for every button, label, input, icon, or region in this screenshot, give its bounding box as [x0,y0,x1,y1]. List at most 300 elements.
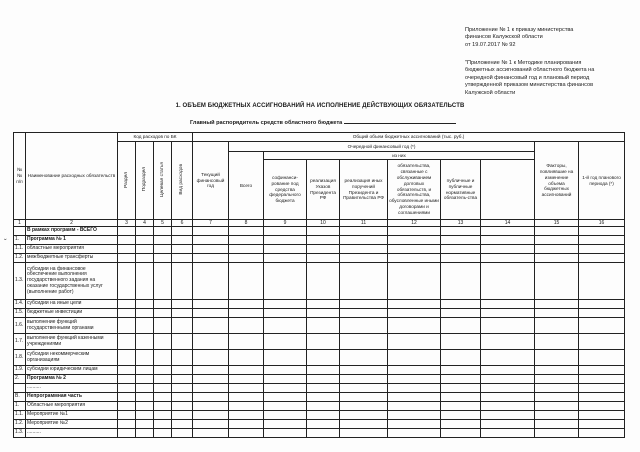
value-cell [441,334,481,350]
value-cell [136,236,154,245]
table-body [14,220,625,438]
table-row [14,236,625,245]
value-cell [340,318,388,334]
value-cell [340,300,388,309]
value-cell [136,411,154,420]
value-cell [535,318,579,334]
value-cell [229,402,264,411]
value-cell [441,402,481,411]
value-cell [136,366,154,375]
value-cell [535,366,579,375]
value-cell [340,227,388,236]
value-cell [118,263,136,300]
value-cell [481,300,535,309]
column-number: 13 [441,220,481,227]
column-number: 11 [340,220,388,227]
table-row [14,402,625,411]
value-cell [307,334,340,350]
value-cell [118,350,136,366]
appendix-1-line: от 19.07.2017 № 92 [465,41,516,48]
value-cell [264,429,307,438]
row-name: выполнение функций государственными органами [26,318,118,334]
value-cell [229,420,264,429]
value-cell [136,263,154,300]
value-cell [118,375,136,384]
appendix-1-line: Приложение № 1 к приказу министерства [465,27,574,33]
value-cell [118,411,136,420]
header-cofinancing: софинанси-рование под средства федерального бюджета [264,160,307,220]
value-cell [579,254,625,263]
appendix-2-line: очередной финансовый год и плановый период [465,74,590,81]
row-name: Областные мероприятия [26,402,118,411]
value-cell [388,263,441,300]
value-cell [264,245,307,254]
value-cell [172,309,193,318]
header-obligation-name: Наименование расходных обязательств [26,133,118,220]
value-cell [535,393,579,402]
value-cell [579,227,625,236]
value-cell [118,393,136,402]
value-cell [154,227,172,236]
value-cell [307,384,340,393]
value-cell [172,411,193,420]
value-cell [172,300,193,309]
value-cell [118,429,136,438]
column-number: 16 [579,220,625,227]
column-number: 5 [154,220,172,227]
value-cell [340,245,388,254]
column-number: 7 [193,220,229,227]
column-number: 8 [229,220,264,227]
value-cell [388,429,441,438]
row-name: межбюджетные трансферты [26,254,118,263]
header-public-normative: публичные и публичные нормативные обязатель-ства [441,160,481,220]
row-number [14,384,26,393]
value-cell [579,375,625,384]
row-name: выполнение функций казенными учреждениями [26,334,118,350]
value-cell [388,375,441,384]
value-cell [340,375,388,384]
value-cell [481,366,535,375]
value-cell [340,254,388,263]
row-name: Мероприятие №1 [26,411,118,420]
value-cell [579,411,625,420]
value-cell [229,375,264,384]
value-cell [307,245,340,254]
value-cell [579,384,625,393]
header-total: Всего [229,152,264,220]
appendix-2-header [465,60,635,97]
row-name: субсидии некоммерческим организациям [26,350,118,366]
value-cell [136,402,154,411]
value-cell [154,334,172,350]
value-cell [307,318,340,334]
value-cell [307,411,340,420]
table-row [14,420,625,429]
column-number: 10 [307,220,340,227]
value-cell [579,334,625,350]
value-cell [172,350,193,366]
value-cell [481,402,535,411]
value-cell [154,236,172,245]
value-cell [388,318,441,334]
row-number: 2. [14,375,26,384]
value-cell [193,384,229,393]
value-cell [154,254,172,263]
value-cell [388,254,441,263]
value-cell [388,393,441,402]
value-cell [535,227,579,236]
value-cell [229,366,264,375]
value-cell [441,245,481,254]
value-cell [579,300,625,309]
row-name: Программа № 2 [26,375,118,384]
value-cell [118,318,136,334]
value-cell [388,334,441,350]
table-row [14,245,625,254]
value-cell [535,309,579,318]
value-cell [118,309,136,318]
value-cell [118,227,136,236]
header-plan-year-1: 1-й год планового периода (*) [579,142,625,220]
value-cell [340,334,388,350]
value-cell [136,384,154,393]
value-cell [229,393,264,402]
value-cell [229,411,264,420]
row-name: областные мероприятия [26,245,118,254]
column-number: 2 [26,220,118,227]
value-cell [441,236,481,245]
value-cell [229,245,264,254]
header-total-volume: Общий объем бюджетных ассигнований (тыс. руб.) [193,133,625,142]
value-cell [579,318,625,334]
row-number: 1.2. [14,254,26,263]
value-cell [307,402,340,411]
value-cell [535,402,579,411]
value-cell [535,420,579,429]
value-cell [118,254,136,263]
section-title: 1. ОБЪЕМ БЮДЖЕТНЫХ АССИГНОВАНИЙ НА ИСПОЛНЕНИЕ ДЕЙСТВУЮЩИХ ОБЯЗАТЕЛЬСТВ [175,103,465,109]
value-cell [193,245,229,254]
value-cell [154,263,172,300]
table-row [14,429,625,438]
value-cell [264,227,307,236]
value-cell [264,236,307,245]
value-cell [136,429,154,438]
header-row-number: №№ п/п [14,133,26,220]
table-row [14,300,625,309]
value-cell [229,429,264,438]
value-cell [172,384,193,393]
value-cell [535,384,579,393]
value-cell [481,384,535,393]
table-row [14,318,625,334]
row-name: .......... [26,384,118,393]
table-row [14,334,625,350]
value-cell [172,334,193,350]
value-cell [579,366,625,375]
value-cell [264,263,307,300]
value-cell [579,245,625,254]
value-cell [307,227,340,236]
value-cell [535,375,579,384]
value-cell [441,318,481,334]
budget-manager-blank [344,118,456,124]
value-cell [340,263,388,300]
value-cell [307,393,340,402]
value-cell [441,227,481,236]
header-next-year: Очередной финансовый год (*) [229,142,535,152]
column-number: 9 [264,220,307,227]
value-cell [193,375,229,384]
value-cell [340,411,388,420]
value-cell [154,350,172,366]
header-subsection-text: Подраздел [141,167,147,192]
value-cell [172,263,193,300]
row-number: 1.2. [14,420,26,429]
value-cell [264,350,307,366]
value-cell [481,334,535,350]
value-cell [136,420,154,429]
header-subsection [136,142,154,220]
header-target-article [154,142,172,220]
row-name: субсидии юридическим лицам [26,366,118,375]
value-cell [193,227,229,236]
value-cell [229,318,264,334]
value-cell [481,245,535,254]
table-row [14,375,625,384]
value-cell [579,236,625,245]
value-cell [307,263,340,300]
value-cell [154,420,172,429]
value-cell [307,366,340,375]
value-cell [154,245,172,254]
value-cell [136,245,154,254]
table-row [14,384,625,393]
appendix-2-line: Калужской области [465,89,516,96]
value-cell [340,384,388,393]
value-cell [264,375,307,384]
value-cell [229,309,264,318]
value-cell [264,393,307,402]
value-cell [535,236,579,245]
row-number: 1.3. [14,263,26,300]
value-cell [481,318,535,334]
column-number-row [14,220,625,227]
value-cell [154,393,172,402]
value-cell [579,350,625,366]
budget-manager-line [190,118,456,126]
value-cell [264,366,307,375]
value-cell [441,263,481,300]
row-name: Мероприятие №2 [26,420,118,429]
value-cell [307,236,340,245]
row-number: 1. [14,402,26,411]
header-section [118,142,136,220]
value-cell [388,411,441,420]
value-cell [535,429,579,438]
value-cell [118,300,136,309]
value-cell [172,393,193,402]
value-cell [388,402,441,411]
value-cell [307,309,340,318]
value-cell [388,420,441,429]
appendix-2-line: бюджетных ассигнований областного бюджета на [465,67,595,74]
value-cell [172,375,193,384]
value-cell [579,393,625,402]
row-number: 1.3. [14,429,26,438]
value-cell [118,420,136,429]
value-cell [229,384,264,393]
column-number: 3 [118,220,136,227]
value-cell [307,429,340,438]
row-name: Непрограммная часть [26,393,118,402]
value-cell [535,350,579,366]
value-cell [264,411,307,420]
header-current-year: Текущий финансовый год [193,142,229,220]
value-cell [388,350,441,366]
column-number: 14 [481,220,535,227]
value-cell [481,309,535,318]
value-cell [340,429,388,438]
value-cell [193,402,229,411]
value-cell [118,384,136,393]
value-cell [118,366,136,375]
value-cell [193,350,229,366]
value-cell [481,227,535,236]
value-cell [535,411,579,420]
value-cell [229,227,264,236]
value-cell [340,350,388,366]
value-cell [136,227,154,236]
value-cell [172,318,193,334]
value-cell [118,402,136,411]
row-name: .......... [26,429,118,438]
value-cell [264,309,307,318]
column-number: 12 [388,220,441,227]
value-cell [172,366,193,375]
table-row [14,366,625,375]
value-cell [388,300,441,309]
row-number: B. [14,393,26,402]
header-bk-code: Код расходов по БК [118,133,193,142]
value-cell [579,263,625,300]
value-cell [172,420,193,429]
value-cell [441,309,481,318]
table-row [14,393,625,402]
value-cell [136,318,154,334]
row-number: 1.4. [14,300,26,309]
value-cell [172,429,193,438]
value-cell [535,334,579,350]
header-instructions: реализация иных поручений Президента и Правительства РФ [340,160,388,220]
value-cell [579,402,625,411]
value-cell [172,227,193,236]
value-cell [193,300,229,309]
value-cell [340,236,388,245]
value-cell [154,309,172,318]
value-cell [154,429,172,438]
value-cell [388,236,441,245]
value-cell [193,393,229,402]
value-cell [340,366,388,375]
value-cell [154,411,172,420]
value-cell [481,393,535,402]
value-cell [441,254,481,263]
row-number [14,227,26,236]
value-cell [535,254,579,263]
value-cell [579,429,625,438]
value-cell [154,384,172,393]
table-row [14,263,625,300]
value-cell [229,334,264,350]
value-cell [154,300,172,309]
obligations-table [13,132,625,438]
value-cell [154,318,172,334]
row-number: 1. [14,236,26,245]
value-cell [340,309,388,318]
header-of-which: из них [264,152,535,160]
row-name: В рамках программ - ВСЕГО [26,227,118,236]
value-cell [388,309,441,318]
value-cell [118,334,136,350]
value-cell [388,366,441,375]
value-cell [579,309,625,318]
header-expense-type-text: Вид расходов [179,164,185,195]
header-section-text: Раздел [123,171,129,188]
row-name: бюджетные инвестиции [26,309,118,318]
value-cell [154,375,172,384]
column-number: 15 [535,220,579,227]
value-cell [136,309,154,318]
value-cell [340,393,388,402]
value-cell [193,236,229,245]
value-cell [388,227,441,236]
value-cell [481,411,535,420]
value-cell [154,402,172,411]
value-cell [193,429,229,438]
column-number: 4 [136,220,154,227]
appendix-2-line: "Приложение № 1 к Методике планирования [465,60,582,66]
value-cell [307,350,340,366]
appendix-1-line: финансов Калужской области [465,34,543,41]
value-cell [481,236,535,245]
value-cell [307,300,340,309]
value-cell [229,300,264,309]
header-target-article-text: Целевая статья [159,162,165,198]
value-cell [481,375,535,384]
value-cell [481,350,535,366]
value-cell [441,375,481,384]
value-cell [136,393,154,402]
value-cell [388,245,441,254]
value-cell [535,245,579,254]
value-cell [340,402,388,411]
value-cell [307,254,340,263]
value-cell [535,300,579,309]
value-cell [441,300,481,309]
margin-mark: ˇ [4,238,7,247]
row-name: субсидии на иные цели [26,300,118,309]
header-factors: Факторы, повлиявшие на изменение объема бюджетных ассигнований [535,142,579,220]
row-number: 1.8. [14,350,26,366]
value-cell [481,263,535,300]
appendix-2-line: утвержденной приказом министерства финансов [465,82,594,89]
row-number: 1.6. [14,318,26,334]
value-cell [441,411,481,420]
value-cell [118,236,136,245]
value-cell [388,384,441,393]
